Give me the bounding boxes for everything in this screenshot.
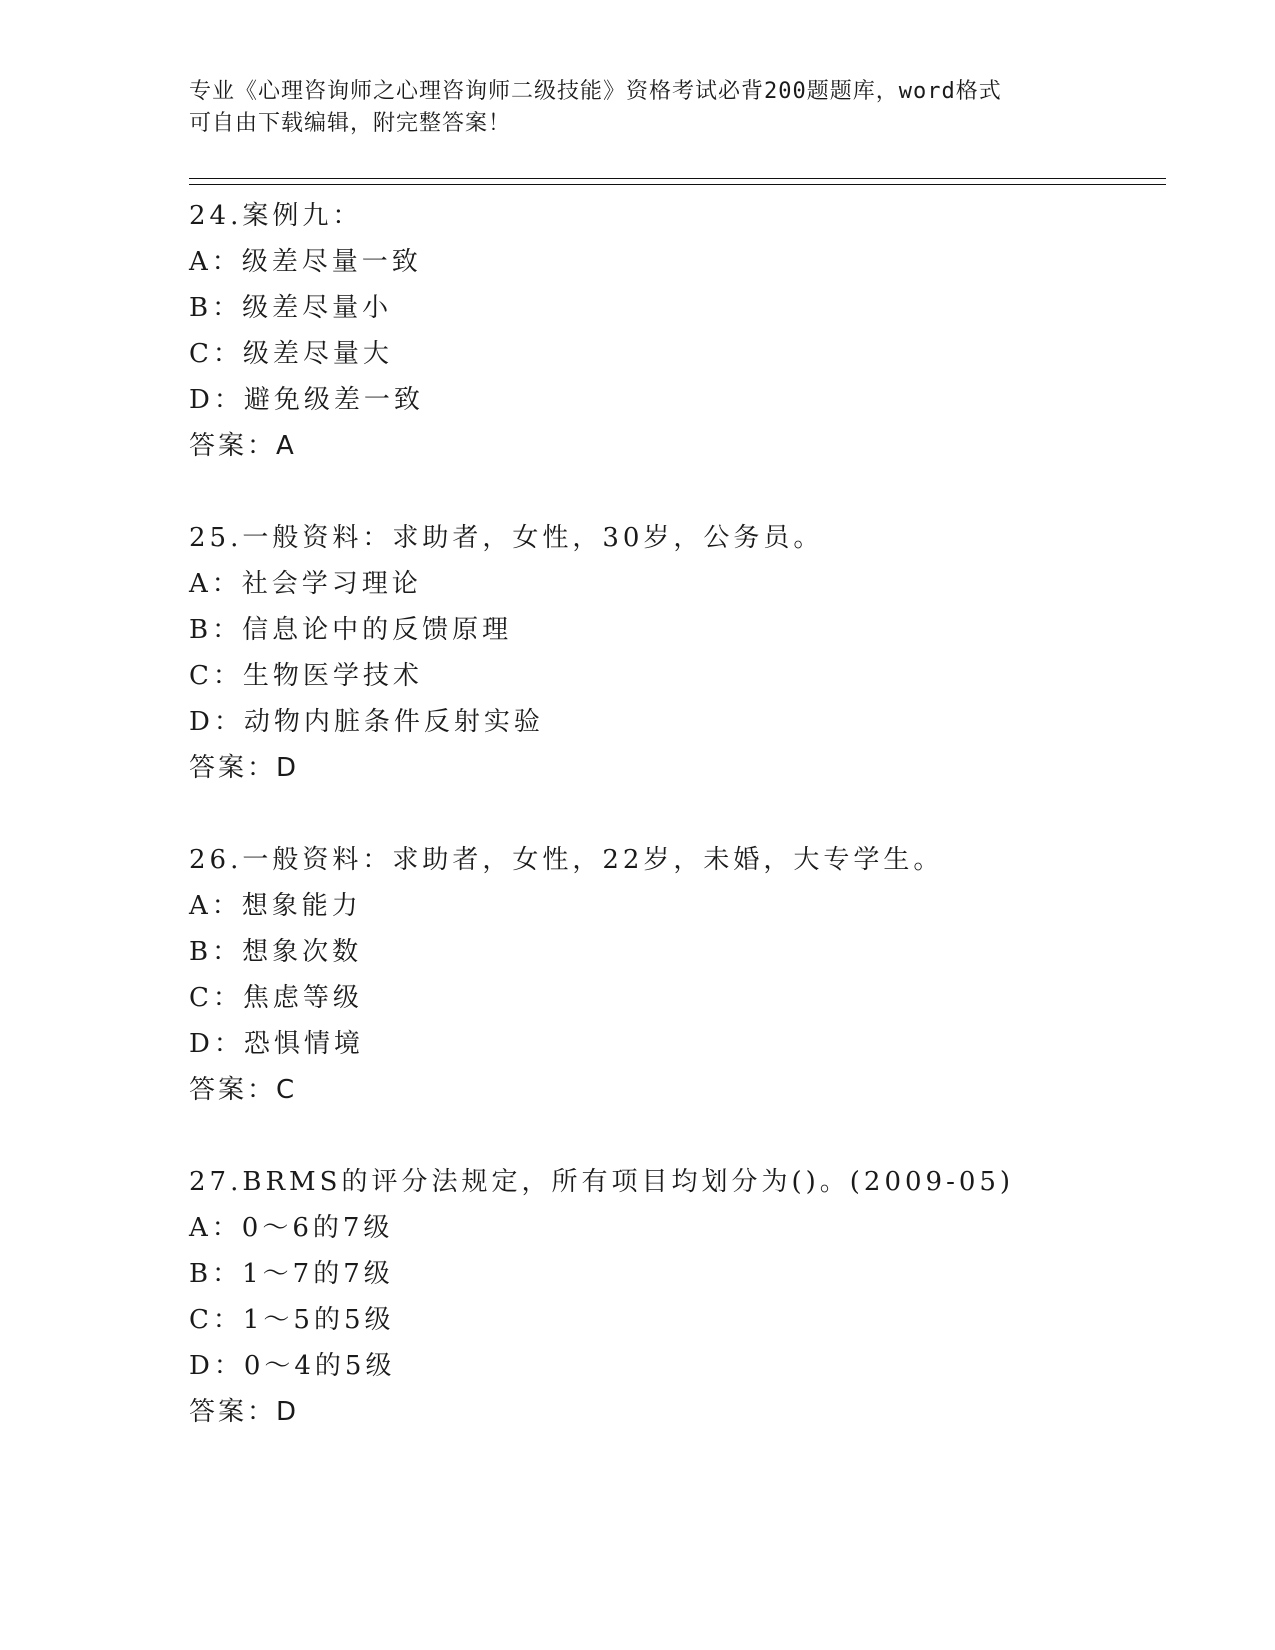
option-d: D：动物内脏条件反射实验: [189, 707, 544, 737]
question-25: [189, 515, 1169, 791]
option-c: C：1～5的5级: [189, 1305, 395, 1335]
question-list: [189, 193, 1169, 1481]
option-b: B：1～7的7级: [189, 1259, 394, 1289]
header-line-2: 可自由下载编辑，附完整答案！: [189, 111, 512, 136]
answer: 答案：D: [189, 753, 300, 783]
answer: 答案：A: [189, 431, 297, 461]
option-b: B：级差尽量小: [189, 293, 393, 323]
option-d: D：0～4的5级: [189, 1351, 396, 1381]
option-a: A：社会学习理论: [189, 569, 422, 599]
question-title: 27.BRMS的评分法规定，所有项目均划分为()。(2009-05): [189, 1167, 1015, 1197]
option-d: D：避免级差一致: [189, 385, 424, 415]
answer: 答案：D: [189, 1397, 300, 1427]
option-a: A：级差尽量一致: [189, 247, 422, 277]
question-title: 26.一般资料：求助者，女性，22岁，未婚，大专学生。: [189, 845, 944, 875]
option-a: A：0～6的7级: [189, 1213, 394, 1243]
option-a: A：想象能力: [189, 891, 362, 921]
question-24: [189, 193, 1169, 469]
header-line-1: 专业《心理咨询师之心理咨询师二级技能》资格考试必背200题题库，word格式: [189, 79, 1002, 104]
option-d: D：恐惧情境: [189, 1029, 364, 1059]
question-26: [189, 837, 1169, 1113]
option-c: C：生物医学技术: [189, 661, 423, 691]
option-b: B：信息论中的反馈原理: [189, 615, 513, 645]
document-header: [189, 76, 1089, 140]
question-title: 25.一般资料：求助者，女性，30岁，公务员。: [189, 523, 824, 553]
option-b: B：想象次数: [189, 937, 363, 967]
header-divider-bottom: [189, 184, 1166, 185]
header-divider-top: [189, 178, 1166, 179]
option-c: C：焦虑等级: [189, 983, 363, 1013]
question-title: 24.案例九：: [189, 201, 363, 231]
question-27: [189, 1159, 1169, 1435]
answer: 答案：C: [189, 1075, 298, 1105]
option-c: C：级差尽量大: [189, 339, 393, 369]
